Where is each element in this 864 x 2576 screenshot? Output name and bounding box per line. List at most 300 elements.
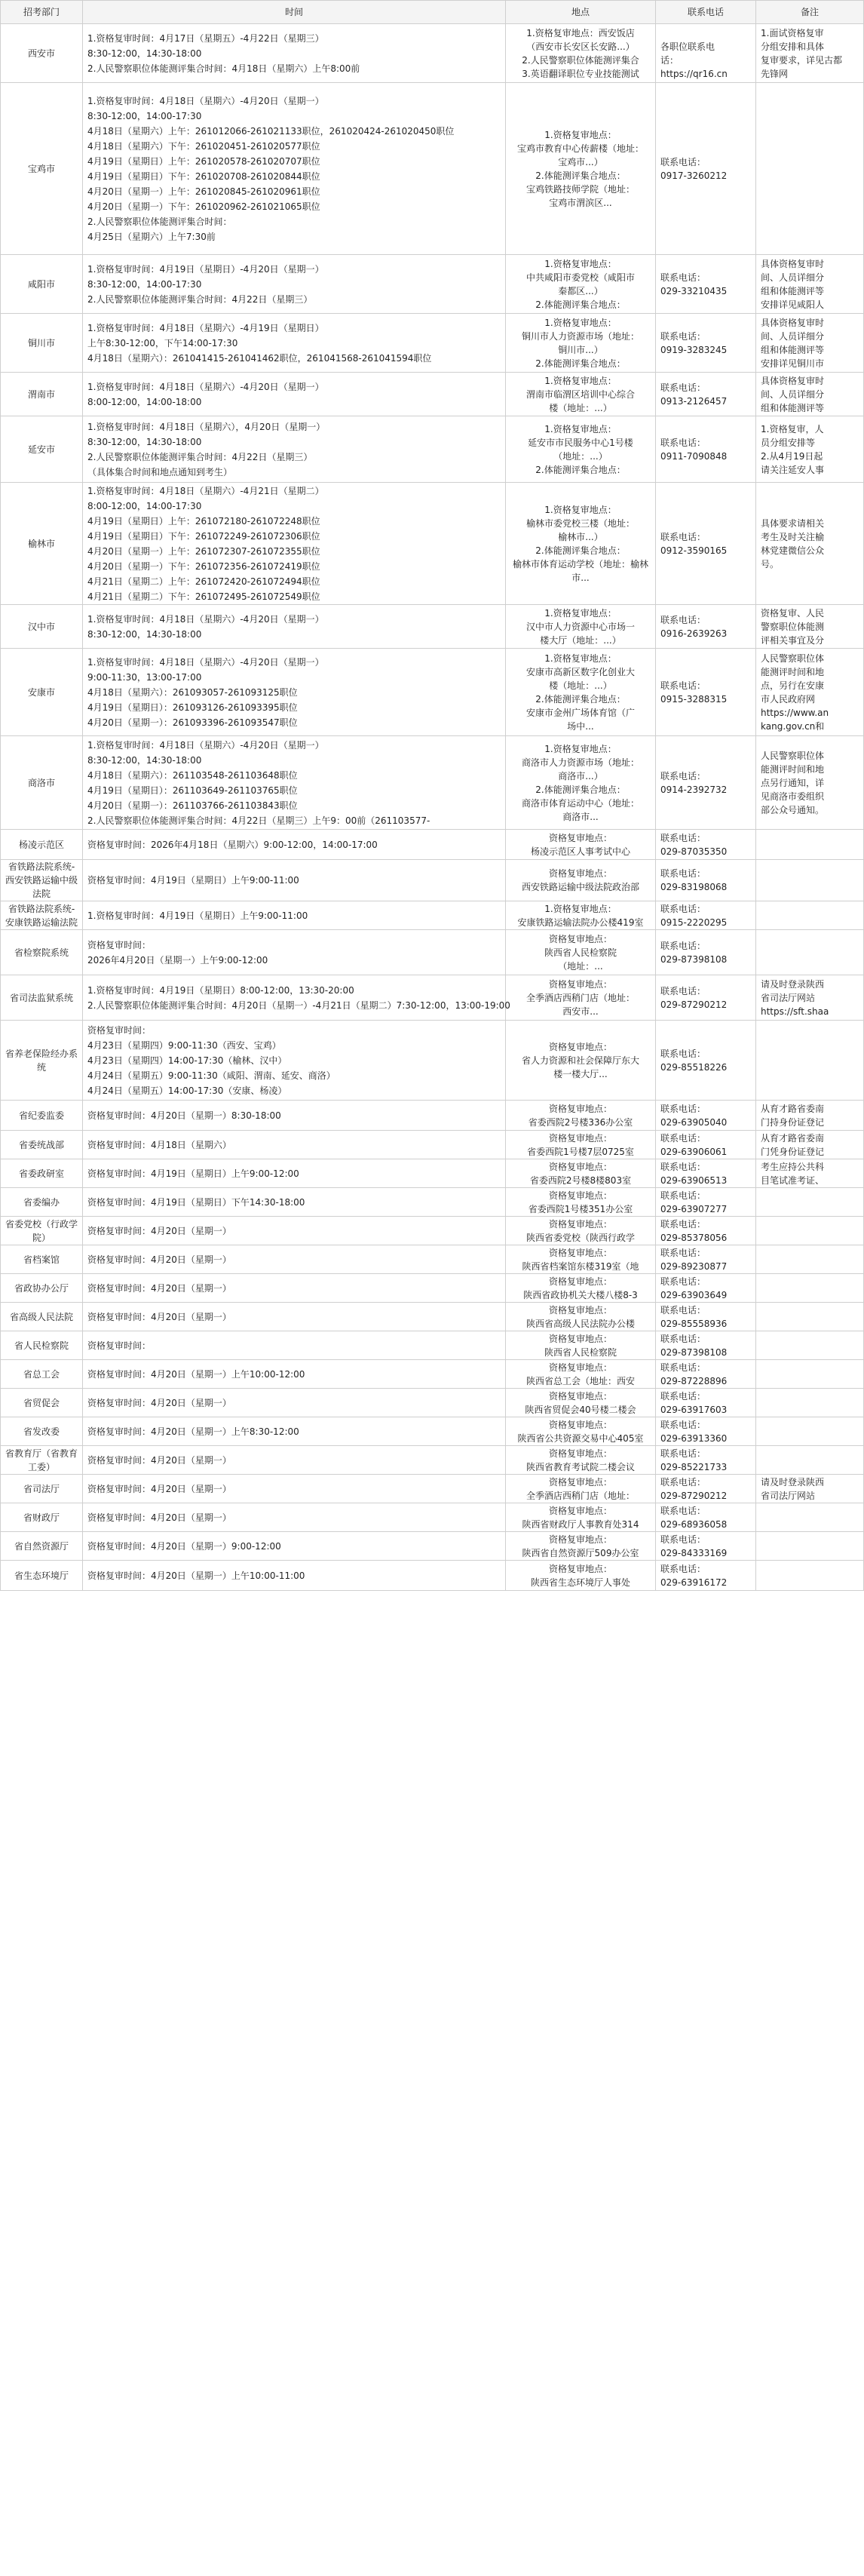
contact-line: 0914-2392732 — [660, 784, 728, 795]
loc-line: 2.体能测评集合地点： — [535, 693, 626, 705]
contact-line: 0913-2126457 — [660, 395, 728, 407]
time-line: 2026年4月20日（星期一）上午9:00-12:00 — [87, 954, 268, 966]
note-line: 林党建微信公众 — [761, 545, 825, 556]
time-line: 4月18日（星期六）上午：261012066-261021133职位，261020424-261020450职位 — [87, 125, 455, 137]
location-cell — [506, 1503, 656, 1532]
loc-line: 楼一楼大厅... — [553, 1068, 608, 1079]
note-cell — [756, 314, 864, 373]
loc-line: 资格复审地点： — [548, 1247, 612, 1258]
loc-line: 延安市市民服务中心1号楼 — [528, 437, 633, 448]
loc-line: 商洛市人力资源市场（地址： — [521, 757, 639, 768]
header-contact: 联系电话 — [656, 1, 756, 24]
note-line: 间、人员详细分 — [761, 330, 825, 342]
time-line: 4月19日（星期日）上午：261072180-261072248职位 — [87, 515, 320, 527]
time-line: 资格复审时间：4月18日（星期六） — [87, 1139, 231, 1150]
time-line: 4月23日（星期四）9:00-11:30（西安、宝鸡） — [87, 1039, 281, 1051]
time-cell — [83, 1417, 506, 1446]
loc-line: 楼（地址：...） — [549, 680, 612, 691]
time-line: 4月18日（星期六）：261093057-261093125职位 — [87, 686, 298, 698]
contact-cell — [656, 1217, 756, 1245]
contact-line — [660, 26, 751, 40]
loc-line: 资格复审地点： — [548, 933, 612, 944]
loc-line: 省委西院2号楼8楼803室 — [529, 1174, 632, 1186]
contact-cell — [656, 24, 756, 83]
loc-line: 省委西院2号楼336办公室 — [528, 1116, 633, 1128]
loc-line: 安康市金州广场体育馆（广 — [525, 707, 635, 718]
note-line: 具体资格复审时 — [761, 317, 825, 328]
time-line: 9:00-11:30，13:00-17:00 — [87, 671, 202, 683]
dept-cell: 省委党校（行政学院） — [1, 1217, 83, 1245]
time-line: 资格复审时间：4月20日（星期一） — [87, 1225, 231, 1236]
table-row — [1, 1188, 864, 1217]
loc-line: 省委西院1号楼351办公室 — [528, 1203, 633, 1214]
loc-line: 3.英语翻译职位专业技能测试 — [522, 68, 639, 79]
time-line: 4月19日（星期日）下午：261020708-261020844职位 — [87, 170, 320, 182]
loc-line: 陕西省委党校（陕西行政学 — [525, 1232, 635, 1243]
time-line: 4月20日（星期一）下午：261072356-261072419职位 — [87, 560, 320, 572]
contact-line: 029-33210435 — [660, 285, 728, 296]
table-row — [1, 416, 864, 483]
time-line: 8:30-12:00，14:00-17:30 — [87, 278, 202, 290]
location-cell — [506, 830, 656, 860]
contact-line: 0915-2220295 — [660, 916, 728, 928]
time-line: 资格复审时间：4月20日（星期一） — [87, 1454, 231, 1466]
note-line: 人民警察职位体 — [761, 750, 825, 761]
contact-line: 联系电话： — [660, 1218, 706, 1230]
contact-cell — [656, 373, 756, 416]
loc-line: 商洛市... — [562, 811, 599, 822]
loc-line: 陕西省公共资源交易中心405室 — [517, 1432, 644, 1444]
loc-line: 商洛市体育运动中心（地址： — [521, 797, 639, 809]
contact-cell — [656, 1331, 756, 1360]
loc-line: 1.资格复审地点： — [544, 607, 617, 619]
contact-line: 029-83198068 — [660, 882, 728, 892]
dept-cell: 省纪委监委 — [1, 1101, 83, 1131]
contact-cell — [656, 1532, 756, 1561]
time-cell — [83, 1503, 506, 1532]
time-line: 4月21日（星期二）上午：261072420-261072494职位 — [87, 576, 320, 587]
loc-line: 陕西省教育考试院二楼会议 — [525, 1461, 635, 1472]
dept-cell: 渭南市 — [1, 373, 83, 416]
time-cell — [83, 483, 506, 605]
table-row — [1, 483, 864, 605]
contact-cell — [656, 416, 756, 483]
contact-line: 联系电话： — [660, 382, 706, 393]
loc-line: 陕西省高级人民法院办公楼 — [525, 1318, 635, 1329]
loc-line: 资格复审地点： — [548, 1476, 612, 1488]
time-cell — [83, 605, 506, 649]
dept-cell: 安康市 — [1, 649, 83, 736]
contact-line: 联系电话： — [660, 1048, 706, 1059]
loc-line: 榆林市委党校三楼（地址： — [525, 517, 635, 529]
contact-line: 联系电话： — [660, 1390, 706, 1402]
loc-line: 1.资格复审地点： — [544, 504, 617, 515]
dept-cell: 省高级人民法院 — [1, 1303, 83, 1331]
time-cell — [83, 1021, 506, 1101]
time-cell — [83, 373, 506, 416]
time-cell — [83, 24, 506, 83]
contact-line: 029-63903649 — [660, 1289, 728, 1300]
dept-cell: 商洛市 — [1, 736, 83, 830]
time-line: 2.人民警察职位体能测评集合时间：4月18日（星期六）上午8:00前 — [87, 63, 360, 74]
time-line: 资格复审时间：4月19日（星期日）上午9:00-11:00 — [87, 875, 299, 886]
loc-line: 场中... — [567, 720, 594, 732]
note-cell — [756, 1532, 864, 1561]
contact-cell — [656, 649, 756, 736]
loc-line: 省委西院1号楼7层0725室 — [527, 1146, 634, 1157]
contact-line: 联系电话： — [660, 272, 706, 283]
contact-line: 联系电话： — [660, 1103, 706, 1114]
loc-line: 1.资格复审地点： — [544, 423, 617, 434]
loc-line: 秦都区...） — [558, 285, 603, 296]
contact-line: 话： — [660, 54, 679, 66]
loc-line: 陕西省财政厅人事教育处314 — [522, 1518, 639, 1530]
contact-cell — [656, 1446, 756, 1475]
time-line: 4月19日（星期日）下午：261072249-261072306职位 — [87, 530, 320, 542]
location-cell — [506, 1389, 656, 1417]
header-location: 地点 — [506, 1, 656, 24]
contact-line: 联系电话： — [660, 1247, 706, 1258]
note-line: 请及时登录陕西 — [761, 1476, 825, 1488]
contact-cell — [656, 83, 756, 255]
location-cell — [506, 83, 656, 255]
contact-cell — [656, 1159, 756, 1188]
dept-cell: 西安市 — [1, 24, 83, 83]
location-cell — [506, 1561, 656, 1591]
loc-line: （地址：... — [558, 960, 603, 972]
note-line: 组和体能测评等 — [761, 402, 825, 413]
time-line: 资格复审时间： — [87, 1024, 152, 1036]
contact-line: 各职位联系电 — [660, 41, 715, 52]
time-cell — [83, 1303, 506, 1331]
contact-cell — [656, 1101, 756, 1131]
table-row — [1, 605, 864, 649]
time-line: 4月18日（星期六）：261103548-261103648职位 — [87, 769, 298, 781]
note-cell — [756, 1360, 864, 1389]
time-line: 8:30-12:00，14:00-17:30 — [87, 110, 202, 121]
time-line: 资格复审时间：4月20日（星期一） — [87, 1282, 231, 1294]
time-cell — [83, 416, 506, 483]
note-cell — [756, 1303, 864, 1331]
time-line: 资格复审时间：4月20日（星期一） — [87, 1397, 231, 1408]
table-row — [1, 255, 864, 314]
table-row — [1, 1331, 864, 1360]
dept-cell: 省财政厅 — [1, 1503, 83, 1532]
loc-line: 杨凌示范区人事考试中心 — [530, 846, 630, 857]
loc-line: 陕西省自然资源厅509办公室 — [522, 1547, 639, 1558]
time-line: 2.人民警察职位体能测评集合时间： — [87, 216, 232, 227]
table-row — [1, 1217, 864, 1245]
time-cell — [83, 1217, 506, 1245]
note-line: 能测评时间和地 — [761, 666, 825, 677]
contact-line: 联系电话： — [660, 1304, 706, 1316]
location-cell — [506, 860, 656, 901]
time-line: 资格复审时间：4月20日（星期一） — [87, 1483, 231, 1494]
table-row — [1, 1561, 864, 1591]
contact-line: 0911-7090848 — [660, 450, 728, 462]
contact-line: 029-89230877 — [660, 1260, 728, 1272]
contact-line: 联系电话： — [660, 868, 706, 879]
location-cell — [506, 1532, 656, 1561]
table-row — [1, 1303, 864, 1331]
loc-line: 1.资格复审地点： — [544, 317, 617, 328]
contact-line: 联系电话： — [660, 1505, 706, 1516]
contact-line: 联系电话： — [660, 330, 706, 342]
dept-cell: 省委统战部 — [1, 1131, 83, 1159]
contact-line: https://qr16.cn — [660, 68, 728, 79]
contact-line: 029-63906061 — [660, 1146, 728, 1157]
contact-line: 联系电话： — [660, 437, 706, 448]
time-line: 资格复审时间：4月20日（星期一）上午8:30-12:00 — [87, 1426, 299, 1437]
location-cell — [506, 1331, 656, 1360]
loc-line: 陕西省政协机关大楼八楼8-3 — [523, 1289, 638, 1300]
contact-cell — [656, 975, 756, 1021]
dept-cell: 省养老保险经办系统 — [1, 1021, 83, 1101]
contact-line: 联系电话： — [660, 156, 706, 167]
location-cell — [506, 1360, 656, 1389]
loc-line: 资格复审地点： — [548, 1362, 612, 1373]
location-cell — [506, 1159, 656, 1188]
table-row — [1, 975, 864, 1021]
time-line: 4月25日（星期六）上午7:30前 — [87, 231, 216, 242]
contact-line: 联系电话： — [660, 614, 706, 625]
contact-line: 029-87290212 — [660, 1490, 728, 1501]
time-cell — [83, 1131, 506, 1159]
note-line: 具体资格复审时 — [761, 375, 825, 386]
dept-cell: 省教育厅（省教育工委） — [1, 1446, 83, 1475]
note-line: 考生及时关注榆 — [761, 531, 825, 542]
time-cell — [83, 1561, 506, 1591]
loc-line: 汉中市人力资源中心市场一 — [525, 621, 635, 632]
note-line: 间、人员详细分 — [761, 388, 825, 400]
time-cell — [83, 1446, 506, 1475]
note-cell — [756, 83, 864, 255]
table-row — [1, 860, 864, 901]
loc-line: 1.资格复审地点： — [544, 375, 617, 386]
time-line: 4月19日（星期日）：261103649-261103765职位 — [87, 784, 298, 796]
dept-cell: 杨凌示范区 — [1, 830, 83, 860]
time-line: 2.人民警察职位体能测评集合时间：4月22日（星期三）上午9：00前（261103577- — [87, 815, 430, 826]
contact-line: 联系电话： — [660, 1333, 706, 1344]
note-cell — [756, 1417, 864, 1446]
time-cell — [83, 83, 506, 255]
time-line: 资格复审时间：4月20日（星期一）上午10:00-11:00 — [87, 1570, 305, 1581]
dept-cell: 省司法监狱系统 — [1, 975, 83, 1021]
dept-cell: 省档案馆 — [1, 1245, 83, 1274]
note-line: 安排详见咸阳人 — [761, 299, 825, 310]
location-cell — [506, 1217, 656, 1245]
loc-line: 2.体能测评集合地点： — [535, 464, 626, 475]
time-cell — [83, 314, 506, 373]
note-cell — [756, 736, 864, 830]
time-line: 资格复审时间：4月20日（星期一）上午10:00-12:00 — [87, 1368, 305, 1380]
contact-line: 0915-3288315 — [660, 693, 728, 705]
contact-line: 0912-3590165 — [660, 545, 728, 556]
contact-cell — [656, 860, 756, 901]
loc-line: 资格复审地点： — [548, 1448, 612, 1459]
contact-cell — [656, 930, 756, 975]
time-line: 1.资格复审时间：4月18日（星期六）-4月19日（星期日） — [87, 322, 324, 333]
note-line: 考生应持公共科 — [761, 1161, 825, 1172]
contact-cell — [656, 1245, 756, 1274]
dept-cell: 省生态环境厅 — [1, 1561, 83, 1591]
loc-line: 1.资格复审地点：西安饭店 — [526, 27, 635, 38]
table-row — [1, 649, 864, 736]
note-line: 号。 — [761, 558, 780, 570]
note-line: 具体要求请相关 — [761, 517, 825, 529]
table-row — [1, 314, 864, 373]
table-row — [1, 736, 864, 830]
loc-line: 资格复审地点： — [548, 1419, 612, 1430]
contact-line: 029-87290212 — [660, 999, 728, 1010]
dept-cell: 省人民检察院 — [1, 1331, 83, 1360]
loc-line: 渭南市临渭区培训中心综合 — [525, 388, 635, 400]
dept-cell: 省总工会 — [1, 1360, 83, 1389]
table-row — [1, 1360, 864, 1389]
time-cell — [83, 255, 506, 314]
contact-line: 联系电话： — [660, 832, 706, 843]
dept-cell: 宝鸡市 — [1, 83, 83, 255]
loc-line: 陕西省贸促会40号楼二楼会 — [525, 1404, 636, 1415]
loc-line: 陕西省人民检察院 — [544, 1346, 617, 1358]
loc-line: 1.资格复审地点： — [544, 652, 617, 664]
location-cell — [506, 1303, 656, 1331]
note-line: 点，另行在安康 — [761, 680, 825, 691]
note-cell — [756, 1188, 864, 1217]
dept-cell: 省委编办 — [1, 1188, 83, 1217]
note-line: 评相关事宜及分 — [761, 634, 825, 646]
note-cell — [756, 1446, 864, 1475]
time-line: 2.人民警察职位体能测评集合时间：4月22日（星期三） — [87, 293, 313, 305]
contact-cell — [656, 255, 756, 314]
time-line: 8:00-12:00，14:00-17:30 — [87, 500, 202, 511]
note-cell — [756, 860, 864, 901]
note-cell — [756, 24, 864, 83]
note-cell — [756, 605, 864, 649]
loc-line: 资格复审地点： — [548, 1190, 612, 1201]
note-line: 部公众号通知。 — [761, 804, 825, 815]
loc-line: 市... — [571, 572, 590, 583]
time-line: 资格复审时间：2026年4月18日（星期六）9:00-12:00，14:00-17:00 — [87, 839, 378, 850]
note-line: 1.面试资格复审 — [761, 27, 824, 38]
note-line: 请及时登录陕西 — [761, 978, 825, 990]
contact-line: 联系电话： — [660, 985, 706, 996]
note-line: 门持身份证登记 — [761, 1116, 825, 1128]
loc-line: 全季酒店西稍门店（地址： — [525, 1490, 635, 1501]
loc-line: 资格复审地点： — [548, 1132, 612, 1144]
dept-cell: 榆林市 — [1, 483, 83, 605]
contact-line: 0919-3283245 — [660, 344, 728, 355]
table-row — [1, 1101, 864, 1131]
location-cell — [506, 373, 656, 416]
loc-line: 铜川市人力资源市场（地址： — [521, 330, 639, 342]
contact-line: 029-68936058 — [660, 1518, 728, 1530]
time-line: 1.资格复审时间：4月18日（星期六），4月20日（星期一） — [87, 421, 326, 432]
time-cell — [83, 736, 506, 830]
loc-line: 2.体能测评集合地点： — [535, 784, 626, 795]
note-line: kang.gov.cn和 — [761, 720, 825, 732]
contact-line: 029-63905040 — [660, 1116, 728, 1128]
table-row — [1, 83, 864, 255]
contact-line: 029-84333169 — [660, 1547, 728, 1558]
contact-line: 029-87398108 — [660, 953, 728, 965]
note-cell — [756, 255, 864, 314]
table-row — [1, 1417, 864, 1446]
contact-line: 029-87398108 — [660, 1346, 728, 1358]
contact-line: 029-63917603 — [660, 1404, 728, 1415]
note-cell — [756, 1159, 864, 1188]
note-cell — [756, 830, 864, 860]
header-dept: 招考部门 — [1, 1, 83, 24]
contact-line: 029-63906513 — [660, 1174, 728, 1186]
time-line: 4月24日（星期五）14:00-17:30（安康、杨凌） — [87, 1085, 287, 1096]
contact-line: 029-87228896 — [660, 1375, 728, 1386]
contact-cell — [656, 1021, 756, 1101]
table-row — [1, 930, 864, 975]
table-row — [1, 1446, 864, 1475]
note-line: 具体资格复审时 — [761, 258, 825, 269]
note-line: 员分组安排等 — [761, 437, 816, 448]
note-line: 安排详见铜川市 — [761, 358, 825, 369]
contact-line: 029-85378056 — [660, 1232, 728, 1243]
loc-line: 陕西省人民检察院 — [544, 947, 617, 958]
table-row — [1, 1159, 864, 1188]
contact-line: 联系电话： — [660, 1563, 706, 1574]
time-line: 资格复审时间：4月19日（星期日）下午14:30-18:00 — [87, 1196, 305, 1208]
location-cell — [506, 1446, 656, 1475]
time-cell — [83, 975, 510, 1021]
time-line: 8:00-12:00，14:00-18:00 — [87, 396, 202, 407]
location-cell — [506, 649, 656, 736]
table-row — [1, 901, 864, 930]
note-line: 复审要求，详见古都 — [761, 54, 843, 66]
contact-cell — [656, 1561, 756, 1591]
note-line: 见商洛市委组织 — [761, 791, 825, 802]
loc-line: 资格复审地点： — [548, 1333, 612, 1344]
note-line: 从育才路省委南 — [761, 1132, 825, 1144]
contact-cell — [656, 1303, 756, 1331]
time-line: 1.资格复审时间：4月19日（星期日）8:00-12:00，13:30-20:00 — [87, 984, 354, 996]
contact-line: 029-87035350 — [660, 846, 728, 857]
dept-cell: 省发改委 — [1, 1417, 83, 1446]
contact-line: 联系电话： — [660, 903, 706, 914]
dept-cell: 省自然资源厅 — [1, 1532, 83, 1561]
loc-line: 安康市高新区数字化创业大 — [525, 666, 635, 677]
note-line: 间、人员详细分 — [761, 272, 825, 283]
location-cell — [506, 416, 656, 483]
time-cell — [83, 1389, 506, 1417]
note-line: 目笔试准考证、 — [761, 1174, 825, 1186]
contact-line: 029-63916172 — [660, 1577, 728, 1588]
contact-line: 联系电话： — [660, 531, 706, 542]
note-line: 资格复审、人民 — [761, 607, 825, 619]
time-line: 1.资格复审时间：4月18日（星期六）-4月21日（星期二） — [87, 485, 324, 496]
table-row — [1, 1274, 864, 1303]
loc-line: 陕西省生态环境厅人事处 — [530, 1577, 630, 1588]
contact-line: 联系电话： — [660, 1362, 706, 1373]
time-line: 资格复审时间：4月20日（星期一） — [87, 1311, 231, 1322]
loc-line: 榆林市...） — [558, 531, 603, 542]
note-line: https://www.an — [761, 707, 829, 718]
loc-line: （地址：...） — [553, 450, 608, 462]
time-cell — [83, 860, 506, 901]
contact-line: 联系电话： — [660, 940, 706, 951]
loc-line: 资格复审地点： — [548, 1161, 612, 1172]
location-cell — [506, 1131, 656, 1159]
loc-line: 陕西省总工会（地址：西安 — [525, 1375, 635, 1386]
contact-cell — [656, 1274, 756, 1303]
location-cell — [506, 1274, 656, 1303]
